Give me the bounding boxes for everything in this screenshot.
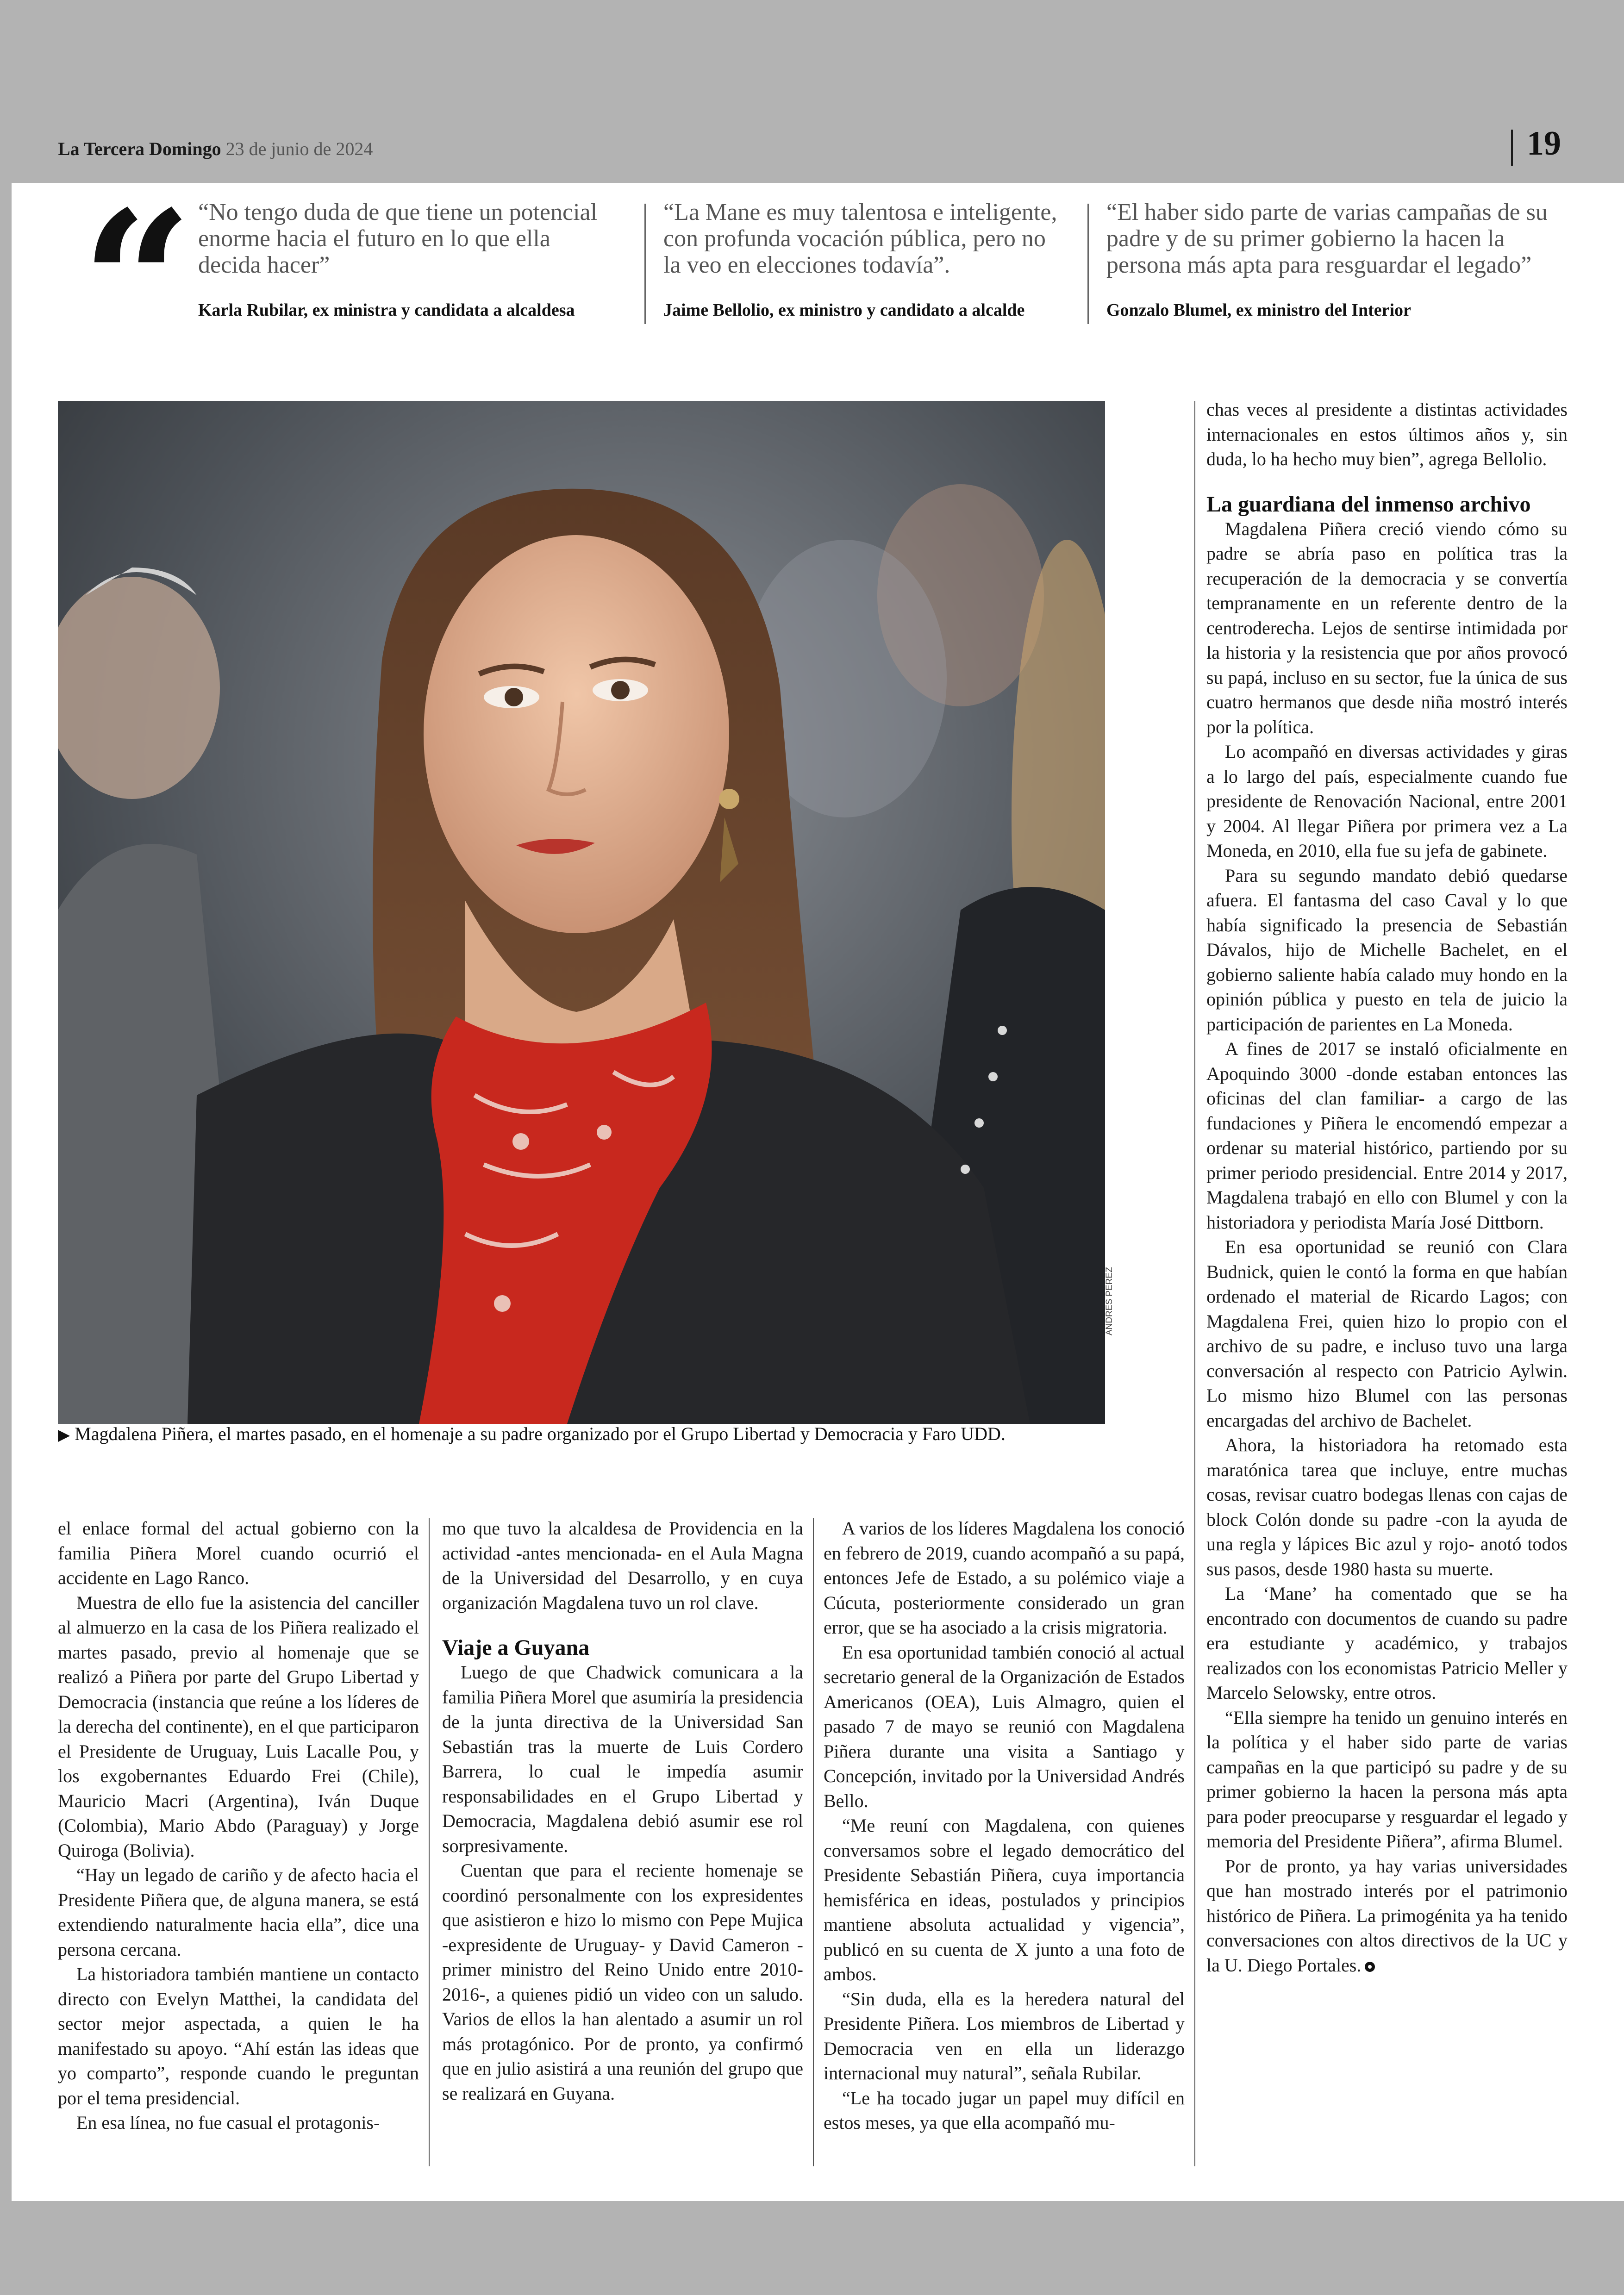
paragraph: “Hay un legado de cariño y de afecto hacia el Presidente Piñera que, de alguna manera, se está extendiendo naturalmente hacia ella”, dice una persona cercana. <box>58 1865 419 1960</box>
paragraph: Cuentan que para el reciente homenaje se coordinó personalmente con los expresidentes que asistieron e hizo lo mismo con Pepe Mujica -expresidente de Uruguay- y David Cameron -primer ministro del Reino Unido entre 2010-2016-, a quienes pidió un video con un saludo. Varios de ellos la han alentado a asumir un rol más protagónico. Por de pronto, ya confirmó que en julio asistirá a una reunión del grupo que se realizará en Guyana. <box>442 1860 803 2104</box>
paragraph-text: Por de pronto, ya hay varias universidades que han mostrado interés por el patrimonio histórico de Piñera. La primogénita ya ha tenido conversaciones con altos directivos de la UC y la U. Diego Portales. <box>1206 1855 1568 1976</box>
end-of-article-icon <box>1365 1962 1375 1972</box>
quote-text: “La Mane es muy talentosa e inteligente, con profunda vocación pública, pero no la veo en elecciones todavía”. <box>663 199 1057 278</box>
caption-arrow-icon: ▶ <box>58 1427 70 1444</box>
portrait-illustration <box>58 401 1105 1424</box>
paragraph: La historiadora también mantiene un contacto directo con Evelyn Matthei, la candidata del sector mejor aspectada, a quien le ha manifestado su apoyo. “Ahí están las ideas que yo comparto”, responde cuando le preguntan por el tema presidencial. <box>58 1964 419 2108</box>
article-column-2 <box>442 1516 803 2106</box>
quote-attribution: Karla Rubilar, ex ministra y candidata a alcaldesa <box>198 300 575 320</box>
paragraph: A fines de 2017 se instaló oficialmente en Apoquindo 3000 -donde estaban entonces las oficinas del clan familiar- a cargo de las fundaciones y Piñera le encomendó empezar a ordenar su material histórico, partiendo por su primer periodo presidencial. Entre 2014 y 2017, Magdalena trabajó en ello con Blumel y con la historiadora y periodista María José Dittborn. <box>1206 1038 1568 1233</box>
paragraph: Magdalena Piñera creció viendo cómo su padre se abría paso en política tras la recuperación de la democracia y se convertía tempranamente en un referente dentro de la centroderecha. Lejos de sentirse intimidada por la historia y la resistencia que por años provocó su papá, incluso en su sector, fue la única de sus cuatro hermanos que desde niña mostró interés por la política. <box>1206 518 1568 737</box>
article-column-3 <box>824 1516 1185 2135</box>
column-rule <box>813 1518 814 2166</box>
paragraph: chas veces al presidente a distintas actividades internacionales en estos últimos años y, sin duda, lo ha hecho muy bien”, agrega Bellolio. <box>1206 399 1568 469</box>
paragraph: En esa línea, no fue casual el protagonis- <box>76 2112 380 2133</box>
paragraph: Para su segundo mandato debió quedarse afuera. El fantasma del caso Caval y lo que había significado la presencia de Sebastián Dávalos, hijo de Michelle Bachelet, en el gobierno saliente había calado muy hondo en la opinión pública y puesto en tela de juicio la participación de parientes en La Moneda. <box>1206 865 1568 1035</box>
paragraph: En esa oportunidad se reunió con Clara Budnick, quien le contó la forma en que habían ordenado el material de Ricardo Lagos; con Magdalena Frei, quien hizo lo propio con el archivo de su padre, e incluso tuvo una larga conversación al respecto con Patricio Aylwin. Lo mismo hizo Blumel con las personas encargadas del archivo de Bachelet. <box>1206 1236 1568 1431</box>
paragraph: Lo acompañó en diversas actividades y giras a lo largo del país, especialmente cuando fue presidente de Renovación Nacional, entre 2001 y 2004. Al llegar Piñera por primera vez a La Moneda, en 2010, ella fue su jefa de gabinete. <box>1206 741 1568 861</box>
page-number-divider <box>1511 130 1513 166</box>
paragraph: Luego de que Chadwick comunicara a la familia Piñera Morel que asumiría la presidencia de la junta directiva de la Universidad San Sebastián tras la muerte de Luis Cordero Barrera, lo cual le impedía asumir responsabilidades en el Grupo Libertad y Democracia, Magdalena debió asumir ese rol sorpresivamente. <box>442 1662 803 1856</box>
page-number: 19 <box>1527 125 1561 162</box>
paragraph: La ‘Mane’ ha comentado que se ha encontrado con documentos de cuando su padre era estudiante y académico, y trabajos realizados con los economistas Patricio Meller y Marcelo Selowsky, entre otros. <box>1206 1583 1568 1703</box>
quote-divider <box>1087 204 1089 324</box>
article-photo <box>58 401 1105 1424</box>
paragraph: “Me reuní con Magdalena, con quienes conversamos sobre el legado democrático del Presidente Sebastián Piñera, cuya importancia hemisférica en ideas, postulados y principios mantiene absoluta actualidad y vigencia”, publicó en su cuenta de X junto a una foto de ambos. <box>824 1815 1185 1984</box>
quote-text: “El haber sido parte de varias campañas de su padre y de su primer gobierno la hacen la persona más apta para resguardar el legado” <box>1106 199 1548 278</box>
quote-text: “No tengo duda de que tiene un potencial enorme hacia el futuro en lo que ella decida hacer” <box>198 199 598 278</box>
paragraph: mo que tuvo la alcaldesa de Providencia en la actividad -antes mencionada- en el Aula Magna de la Universidad del Desarrollo, y en cuya organización Magdalena tuvo un rol clave. <box>442 1518 803 1613</box>
article-column-1 <box>58 1516 419 2135</box>
column-rule <box>429 1518 430 2166</box>
section-heading: Viaje a Guyana <box>442 1635 590 1660</box>
quote-attribution: Gonzalo Blumel, ex ministro del Interior <box>1106 300 1411 320</box>
last-paragraph <box>1206 1854 1568 1978</box>
issue-date: 23 de junio de 2024 <box>225 138 373 159</box>
column-rule <box>1194 401 1195 2166</box>
quote-blumel <box>1106 199 1565 320</box>
photo-credit: ANDRES PEREZ <box>1105 1267 1114 1335</box>
article-column-4 <box>1206 397 1568 1977</box>
masthead <box>58 138 373 160</box>
paragraph: “Sin duda, ella es la heredera natural del Presidente Piñera. Los miembros de Libertad y Democracia ven en ella un liderazgo internacional muy natural”, señala Rubilar. <box>824 1988 1185 2083</box>
paragraph: En esa oportunidad también conoció al actual secretario general de la Organización de Estados Americanos (OEA), Luis Almagro, quien el pasado 7 de mayo se reunió con Magdalena Piñera durante una visita a Santiago y Concepción, invitado por la Universidad Andrés Bello. <box>824 1641 1185 1811</box>
paragraph: el enlace formal del actual gobierno con la familia Piñera Morel cuando ocurrió el accidente en Lago Ranco. <box>58 1518 419 1588</box>
quote-bellolio <box>663 199 1066 320</box>
quote-rubilar <box>198 199 615 320</box>
photo-caption <box>58 1423 1123 1447</box>
quote-attribution: Jaime Bellolio, ex ministro y candidato a alcalde <box>663 300 1025 320</box>
paragraph: A varios de los líderes Magdalena los conoció en febrero de 2019, cuando acompañó a su papá, entonces Jefe de Estado, a su polémico viaje a Cúcuta, posteriormente considerado un gran error, que se ha asociado a la crisis migratoria. <box>824 1518 1185 1638</box>
caption-text: Magdalena Piñera, el martes pasado, en el homenaje a su padre organizado por el Grupo Libertad y Democracia y Faro UDD. <box>75 1423 1006 1444</box>
quote-mark-icon: “ <box>81 169 193 397</box>
paragraph: “Ella siempre ha tenido un genuino interés en la política y el haber sido parte de varias campañas en la que participó su padre y de su primer gobierno la hacen la persona más apta para poder preocuparse y resguardar el legado y memoria del Presidente Piñera”, afirma Blumel. <box>1206 1707 1568 1852</box>
quote-divider <box>644 204 646 324</box>
paragraph: Ahora, la historiadora ha retomado esta maratónica tarea que incluye, entre muchas cosas, revisar cuatro bodegas llenas con cajas de block Colón donde su padre -con la ayuda de una regla y lápices Bic azul y rojo- anotó todos sus pasos, desde 1980 hasta su muerte. <box>1206 1434 1568 1579</box>
section-heading: La guardiana del inmenso archivo <box>1206 492 1531 517</box>
paragraph: “Le ha tocado jugar un papel muy difícil en estos meses, ya que ella acompañó mu- <box>824 2087 1185 2133</box>
paragraph: Muestra de ello fue la asistencia del canciller al almuerzo en la casa de los Piñera realizado el martes pasado, previo al homenaje que se realizó a Piñera por parte del Grupo Libertad y Democracia (instancia que reúne a los líderes de la derecha del continente), en el que participaron el Presidente de Uruguay, Luis Lacalle Pou, y los exgobernantes Eduardo Frei (Chile), Mauricio Macri (Argentina), Iván Duque (Colombia), Mario Abdo (Paraguay) y Jorge Quiroga (Bolivia). <box>58 1592 419 1861</box>
publication-name: La Tercera Domingo <box>58 138 221 159</box>
